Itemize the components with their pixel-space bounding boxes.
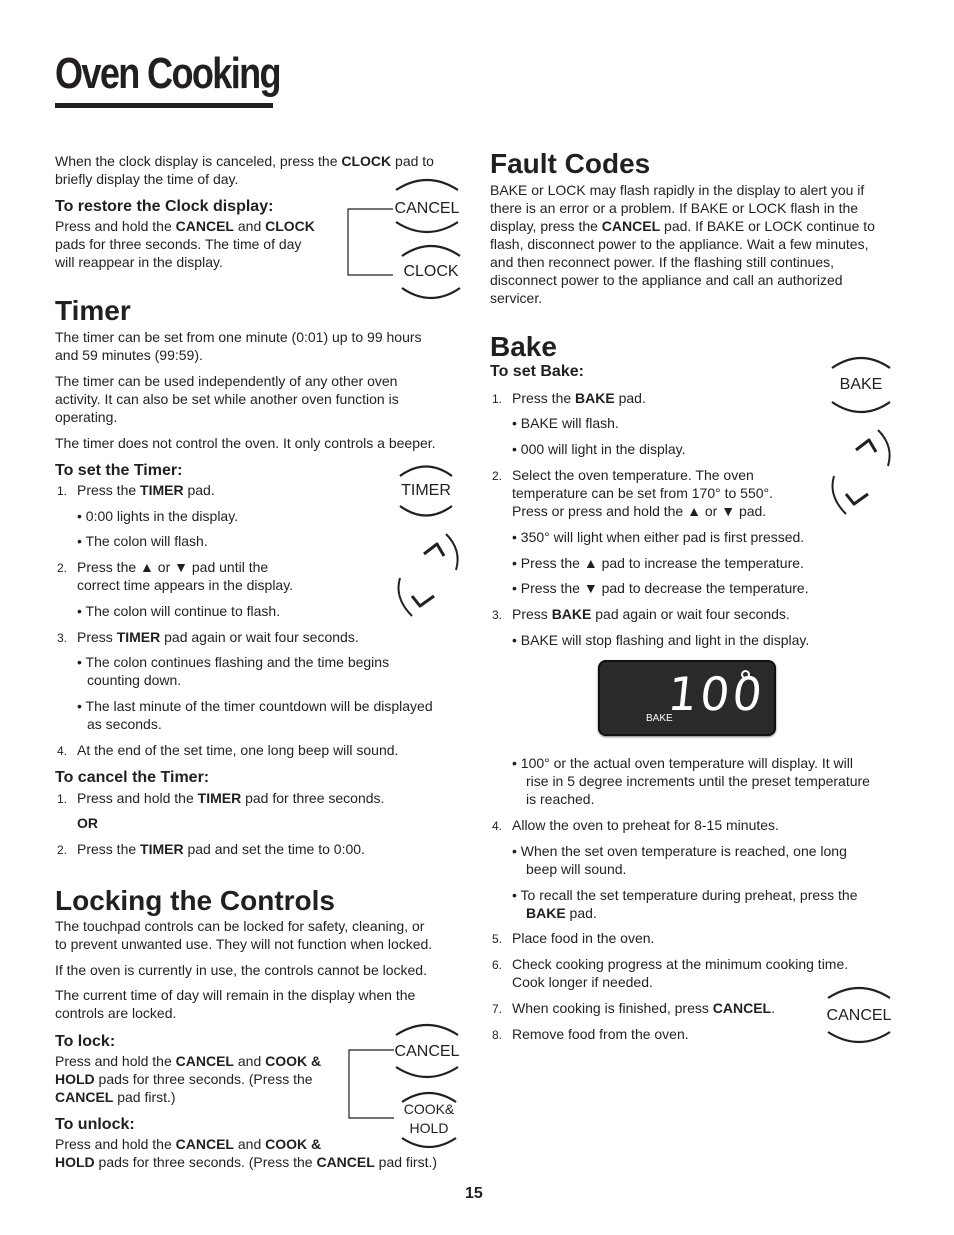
lock-heading: To lock:	[55, 1033, 116, 1050]
set-timer-step-1: 1. Press the TIMER pad.	[57, 482, 215, 498]
set-timer-step-3-bullet-1-line-1: • The colon continues flashing and the time begins	[77, 654, 390, 670]
locking-para-3-line-1: The current time of day will remain in the display when the	[55, 987, 416, 1003]
bake-step-3-bullet-1: • BAKE will stop flashing and light in the display.	[512, 632, 810, 648]
bake-step-7: 7. When cooking is finished, press CANCEL.	[492, 1000, 775, 1016]
set-timer-step-2-line-2: correct time appears in the display.	[77, 577, 294, 593]
lock-pads-bracket	[346, 1046, 396, 1122]
bake-display-bullet-line-2: rise in 5 degree increments until the preset temperature	[526, 773, 870, 789]
cook-hold-pad-label-line-2: HOLD	[409, 1120, 449, 1136]
bake-step-2-bullet-3: • Press the ▼ pad to decrease the temperature.	[512, 580, 809, 596]
lock-line-3: CANCEL pad first.)	[55, 1089, 176, 1105]
fault-codes-line-1: BAKE or LOCK may flash rapidly in the display to alert you if	[490, 182, 865, 198]
set-timer-heading: To set the Timer:	[55, 462, 183, 479]
bake-cancel-pad	[822, 984, 896, 1046]
set-timer-step-2-bullet-1: • The colon will continue to flash.	[77, 603, 281, 619]
bake-step-2-line-1: 2. Select the oven temperature. The oven	[492, 467, 754, 483]
locking-heading: Locking the Controls	[55, 885, 335, 916]
bake-step-6-line-1: 6. Check cooking progress at the minimum cooking time.	[492, 956, 849, 972]
bake-down-arrow-pad-icon	[828, 472, 890, 520]
bake-step-4-bullet-2-line-2: BAKE pad.	[526, 905, 597, 921]
cancel-timer-step-2: 2. Press the TIMER pad and set the time to 0:00.	[57, 841, 365, 857]
cancel-pad-label: CANCEL	[394, 200, 460, 217]
set-timer-step-2-line-1: 2. Press the ▲ or ▼ pad until the	[57, 559, 269, 575]
locking-para-2: If the oven is currently in use, the controls cannot be locked.	[55, 962, 427, 978]
fault-codes-line-2: there is an error or a problem. If BAKE or LOCK flash in the	[490, 200, 859, 216]
restore-clock-line-1: Press and hold the CANCEL and CLOCK	[55, 218, 315, 234]
degree-symbol-icon	[741, 670, 750, 679]
cook-hold-pad	[396, 1090, 462, 1150]
locking-para-1-line-1: The touchpad controls can be locked for safety, cleaning, or	[55, 918, 425, 934]
bake-step-4: 4. Allow the oven to preheat for 8-15 minutes.	[492, 817, 779, 833]
timer-pad	[394, 462, 458, 520]
fault-codes-line-6: disconnect power to the appliance and call an authorized	[490, 272, 843, 288]
fault-codes-line-5: and then reconnect power. If the flashing still continues,	[490, 254, 834, 270]
bake-step-1-bullet-1: • BAKE will flash.	[512, 415, 619, 431]
bake-pad-label: BAKE	[839, 376, 883, 393]
set-timer-step-3-bullet-2-line-1: • The last minute of the timer countdown will be displayed	[77, 698, 433, 714]
bake-step-8: 8. Remove food from the oven.	[492, 1026, 689, 1042]
clock-intro-line-2: briefly display the time of day.	[55, 171, 239, 187]
fault-codes-line-3: display, press the CANCEL pad. If BAKE or LOCK continue to	[490, 218, 875, 234]
unlock-line-1: Press and hold the CANCEL and COOK &	[55, 1136, 322, 1152]
bake-step-4-bullet-1-line-2: beep will sound.	[526, 861, 627, 877]
bake-step-5: 5. Place food in the oven.	[492, 930, 655, 946]
fault-codes-heading: Fault Codes	[490, 148, 651, 179]
title-underline	[55, 103, 273, 108]
lock-cancel-pad-label: CANCEL	[394, 1043, 460, 1060]
timer-up-arrow-pad-icon	[402, 528, 464, 574]
bake-step-6-line-2: Cook longer if needed.	[512, 974, 653, 990]
bake-step-1-bullet-2: • 000 will light in the display.	[512, 441, 686, 457]
restore-clock-line-3: will reappear in the display.	[55, 254, 223, 270]
set-bake-heading: To set Bake:	[490, 363, 584, 380]
fault-codes-line-4: flash, disconnect power to the appliance. Wait a few minutes,	[490, 236, 869, 252]
page-title: Oven Cooking	[55, 49, 280, 98]
bake-step-1: 1. Press the BAKE pad.	[492, 390, 646, 406]
clock-pad	[396, 242, 466, 302]
timer-down-arrow-pad-icon	[394, 574, 456, 622]
oven-display-digits: 100	[665, 667, 768, 721]
timer-para-1-line-2: and 59 minutes (99:59).	[55, 347, 203, 363]
lock-cancel-pad	[390, 1021, 464, 1081]
page-number: 15	[465, 1185, 483, 1202]
bake-step-2-line-3: Press or press and hold the ▲ or ▼ pad.	[512, 503, 767, 519]
oven-display-label: BAKE	[646, 713, 673, 724]
bake-display-bullet-line-3: is reached.	[526, 791, 595, 807]
cancel-timer-step-1: 1. Press and hold the TIMER pad for three seconds.	[57, 790, 385, 806]
set-timer-step-1-bullet-2: • The colon will flash.	[77, 533, 208, 549]
unlock-heading: To unlock:	[55, 1116, 135, 1133]
timer-para-2-line-1: The timer can be used independently of any other oven	[55, 373, 398, 389]
set-timer-step-3: 3. Press TIMER pad again or wait four seconds.	[57, 629, 359, 645]
locking-para-3-line-2: controls are locked.	[55, 1005, 177, 1021]
bake-step-2-bullet-1: • 350° will light when either pad is first pressed.	[512, 529, 805, 545]
set-timer-step-3-bullet-2-line-2: as seconds.	[87, 716, 162, 732]
cancel-timer-heading: To cancel the Timer:	[55, 769, 210, 786]
restore-clock-heading: To restore the Clock display:	[55, 198, 274, 215]
bake-step-4-bullet-2-line-1: • To recall the set temperature during preheat, press the	[512, 887, 858, 903]
timer-para-3: The timer does not control the oven. It only controls a beeper.	[55, 435, 436, 451]
bake-cancel-pad-label: CANCEL	[826, 1007, 892, 1024]
locking-para-1-line-2: to prevent unwanted use. They will not function when locked.	[55, 936, 433, 952]
timer-pad-label: TIMER	[401, 482, 451, 499]
timer-para-2-line-3: operating.	[55, 409, 118, 425]
cancel-timer-or: OR	[77, 815, 98, 831]
lock-line-1: Press and hold the CANCEL and COOK &	[55, 1053, 322, 1069]
lock-line-2: HOLD pads for three seconds. (Press the	[55, 1071, 313, 1087]
bake-step-2-bullet-2: • Press the ▲ pad to increase the temperature.	[512, 555, 804, 571]
cancel-pad	[390, 176, 464, 236]
set-timer-step-3-bullet-1-line-2: counting down.	[87, 672, 182, 688]
bake-step-4-bullet-1-line-1: • When the set oven temperature is reached, one long	[512, 843, 847, 859]
bake-up-arrow-pad-icon	[834, 424, 896, 470]
bake-step-2-line-2: temperature can be set from 170° to 550°.	[512, 485, 774, 501]
bake-step-3: 3. Press BAKE pad again or wait four seconds.	[492, 606, 790, 622]
bake-heading: Bake	[490, 331, 557, 362]
bake-pad	[826, 354, 896, 416]
set-timer-step-4: 4. At the end of the set time, one long beep will sound.	[57, 742, 399, 758]
timer-heading: Timer	[55, 295, 131, 326]
timer-para-2-line-2: activity. It can also be set while another oven function is	[55, 391, 399, 407]
set-timer-step-1-bullet-1: • 0:00 lights in the display.	[77, 508, 239, 524]
clock-pads-bracket	[345, 205, 395, 280]
clock-pad-label: CLOCK	[403, 263, 459, 280]
bake-display-bullet-line-1: • 100° or the actual oven temperature will display. It will	[512, 755, 853, 771]
cook-hold-pad-label-line-1: COOK&	[403, 1101, 455, 1117]
fault-codes-line-7: servicer.	[490, 290, 543, 306]
restore-clock-line-2: pads for three seconds. The time of day	[55, 236, 302, 252]
unlock-line-2: HOLD pads for three seconds. (Press the CANCEL pad first.)	[55, 1154, 438, 1170]
clock-intro-line-1: When the clock display is canceled, press the CLOCK pad to	[55, 153, 434, 169]
timer-para-1-line-1: The timer can be set from one minute (0:01) up to 99 hours	[55, 329, 422, 345]
oven-display	[598, 660, 776, 736]
